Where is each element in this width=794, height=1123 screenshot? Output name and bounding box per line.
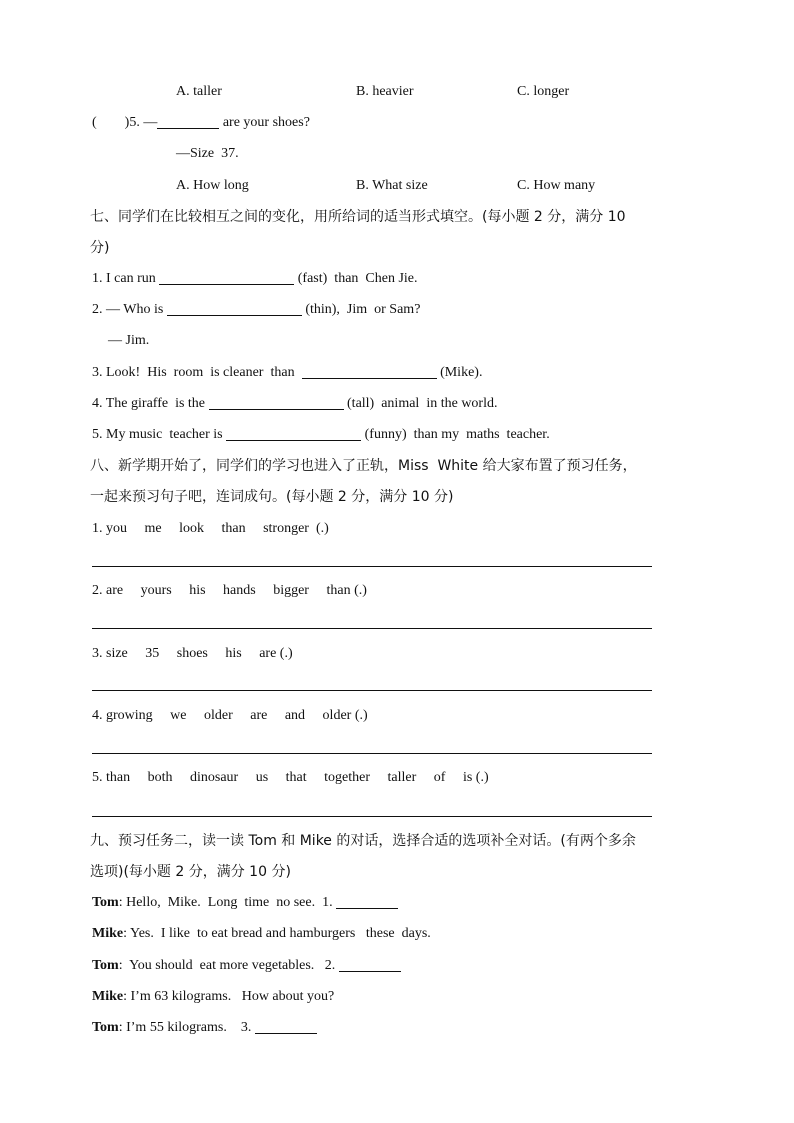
answer-blank[interactable] [336,894,398,909]
item-text: (fast) than Chen Jie. [294,271,418,286]
answer-line[interactable] [92,628,652,629]
reorder-item-4: 4. growing we older are and older (.) [92,708,368,723]
fill-item-3 [92,363,482,383]
dialogue-text: : I’m 63 kilograms. How about you? [123,989,335,1004]
question-5-prefix: ( )5. — [92,115,158,130]
speaker-name: Mike [92,989,124,1004]
section-9-heading-cont: 选项)(每小题 2 分，满分 10 分) [90,864,291,880]
item-text: (Mike). [436,365,483,380]
fill-item-2-answer: — Jim. [108,333,150,348]
speaker-name: Tom [92,958,119,973]
speaker-name: Mike [92,926,124,941]
option-c: C. How many [517,178,596,193]
dialogue-text: : I’m 55 kilograms. 3. [118,1020,255,1035]
speaker-name: Tom [92,1020,119,1035]
dialogue-text: : You should eat more vegetables. 2. [118,958,339,973]
reorder-item-1: 1. you me look than stronger (.) [92,521,329,536]
section-7-heading-cont: 分) [90,240,110,256]
section-8-heading: 八、新学期开始了，同学们的学习也进入了正轨，Miss White 给大家布置了预习任务， [90,458,637,474]
section-8-heading-cont: 一起来预习句子吧，连词成句。(每小题 2 分，满分 10 分) [90,489,454,505]
dialogue-line-2 [92,924,431,944]
item-text: 3. Look! His room is cleaner than [92,365,302,380]
dialogue-text: : Hello, Mike. Long time no see. 1. [118,895,337,910]
answer-blank[interactable] [157,114,219,129]
option-b: B. heavier [356,84,414,99]
item-text: (tall) animal in the world. [343,396,498,411]
item-text: (thin), Jim or Sam? [301,302,421,317]
dialogue-text: : Yes. I like to eat bread and hamburgers these days. [123,926,431,941]
answer-line[interactable] [92,816,652,817]
option-c: C. longer [517,84,570,99]
item-text: 2. — Who is [92,302,167,317]
option-a: A. taller [176,84,222,99]
dialogue-line-4 [92,987,334,1007]
section-7-heading: 七、同学们在比较相互之间的变化，用所给词的适当形式填空。(每小题 2 分，满分 10 [90,209,626,225]
answer-blank[interactable] [209,395,344,410]
item-text: (funny) than my maths teacher. [361,427,550,442]
reorder-item-5: 5. than both dinosaur us that together taller of is (.) [92,770,489,785]
option-a: A. How long [176,178,249,193]
dialogue-line-3 [92,956,401,976]
answer-blank[interactable] [339,957,401,972]
fill-item-5 [92,425,550,445]
section-9-heading: 九、预习任务二，读一读 Tom 和 Mike 的对话，选择合适的选项补全对话。(有两个多余 [90,833,636,849]
dialogue-line-1 [92,893,398,913]
answer-line[interactable] [92,753,652,754]
reorder-item-3: 3. size 35 shoes his are (.) [92,646,293,661]
answer-line[interactable] [92,566,652,567]
answer-blank[interactable] [302,364,437,379]
item-text: 4. The giraffe is the [92,396,209,411]
question-5-answer: —Size 37. [176,146,239,161]
answer-line[interactable] [92,690,652,691]
dialogue-line-5 [92,1018,317,1038]
answer-blank[interactable] [159,270,294,285]
question-5 [92,113,310,133]
speaker-name: Tom [92,895,119,910]
fill-item-4 [92,394,497,414]
item-text: 5. My music teacher is [92,427,227,442]
answer-blank[interactable] [167,301,302,316]
fill-item-1 [92,269,418,289]
reorder-item-2: 2. are yours his hands bigger than (.) [92,583,367,598]
option-b: B. What size [356,178,428,193]
fill-item-2 [92,300,420,320]
item-text: 1. I can run [92,271,160,286]
answer-blank[interactable] [255,1019,317,1034]
answer-blank[interactable] [226,426,361,441]
question-5-text: are your shoes? [219,115,310,130]
